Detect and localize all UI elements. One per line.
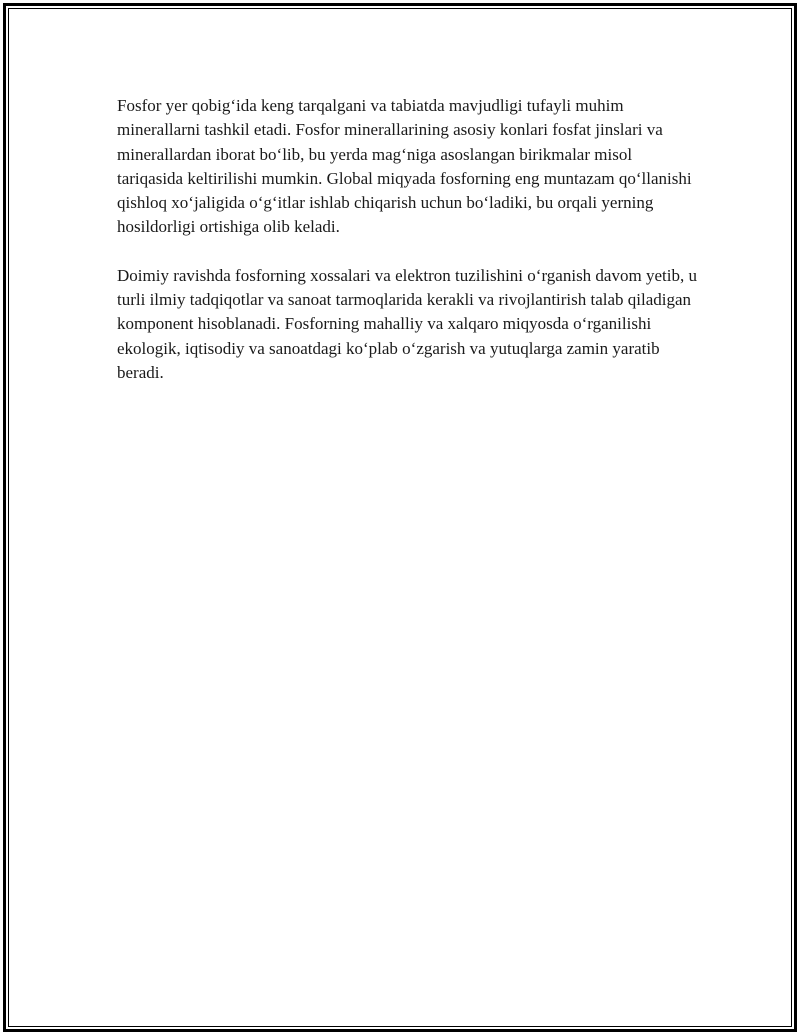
- paragraph-1: Fosfor yer qobig‘ida keng tarqalgani va tabiatda mavjudligi tufayli muhim minerallarni tashkil etadi. Fosfor minerallarining asosiy konlari fosfat jinslari va minerallardan iborat bo‘lib, bu yerda mag‘niga asoslangan birikmalar misol tariqasida keltirilishi mumkin. Global miqyada fosforning eng muntazam qo‘llanishi qishloq xo‘jaligida o‘g‘itlar ishlab chiqarish uchun bo‘ladiki, bu orqali yerning hosildorligi ortishiga olib keladi.: [117, 96, 692, 237]
- document-body: [117, 94, 697, 409]
- paragraph-2: Doimiy ravishda fosforning xossalari va elektron tuzilishini o‘rganish davom yetib, u turli ilmiy tadqiqotlar va sanoat tarmoqlarida kerakli va rivojlantirish talab qiladigan komponent hisoblanadi. Fosforning mahalliy va xalqaro miqyosda o‘rganilishi ekologik, iqtisodiy va sanoatdagi ko‘plab o‘zgarish va yutuqlarga zamin yaratib beradi.: [117, 265, 697, 382]
